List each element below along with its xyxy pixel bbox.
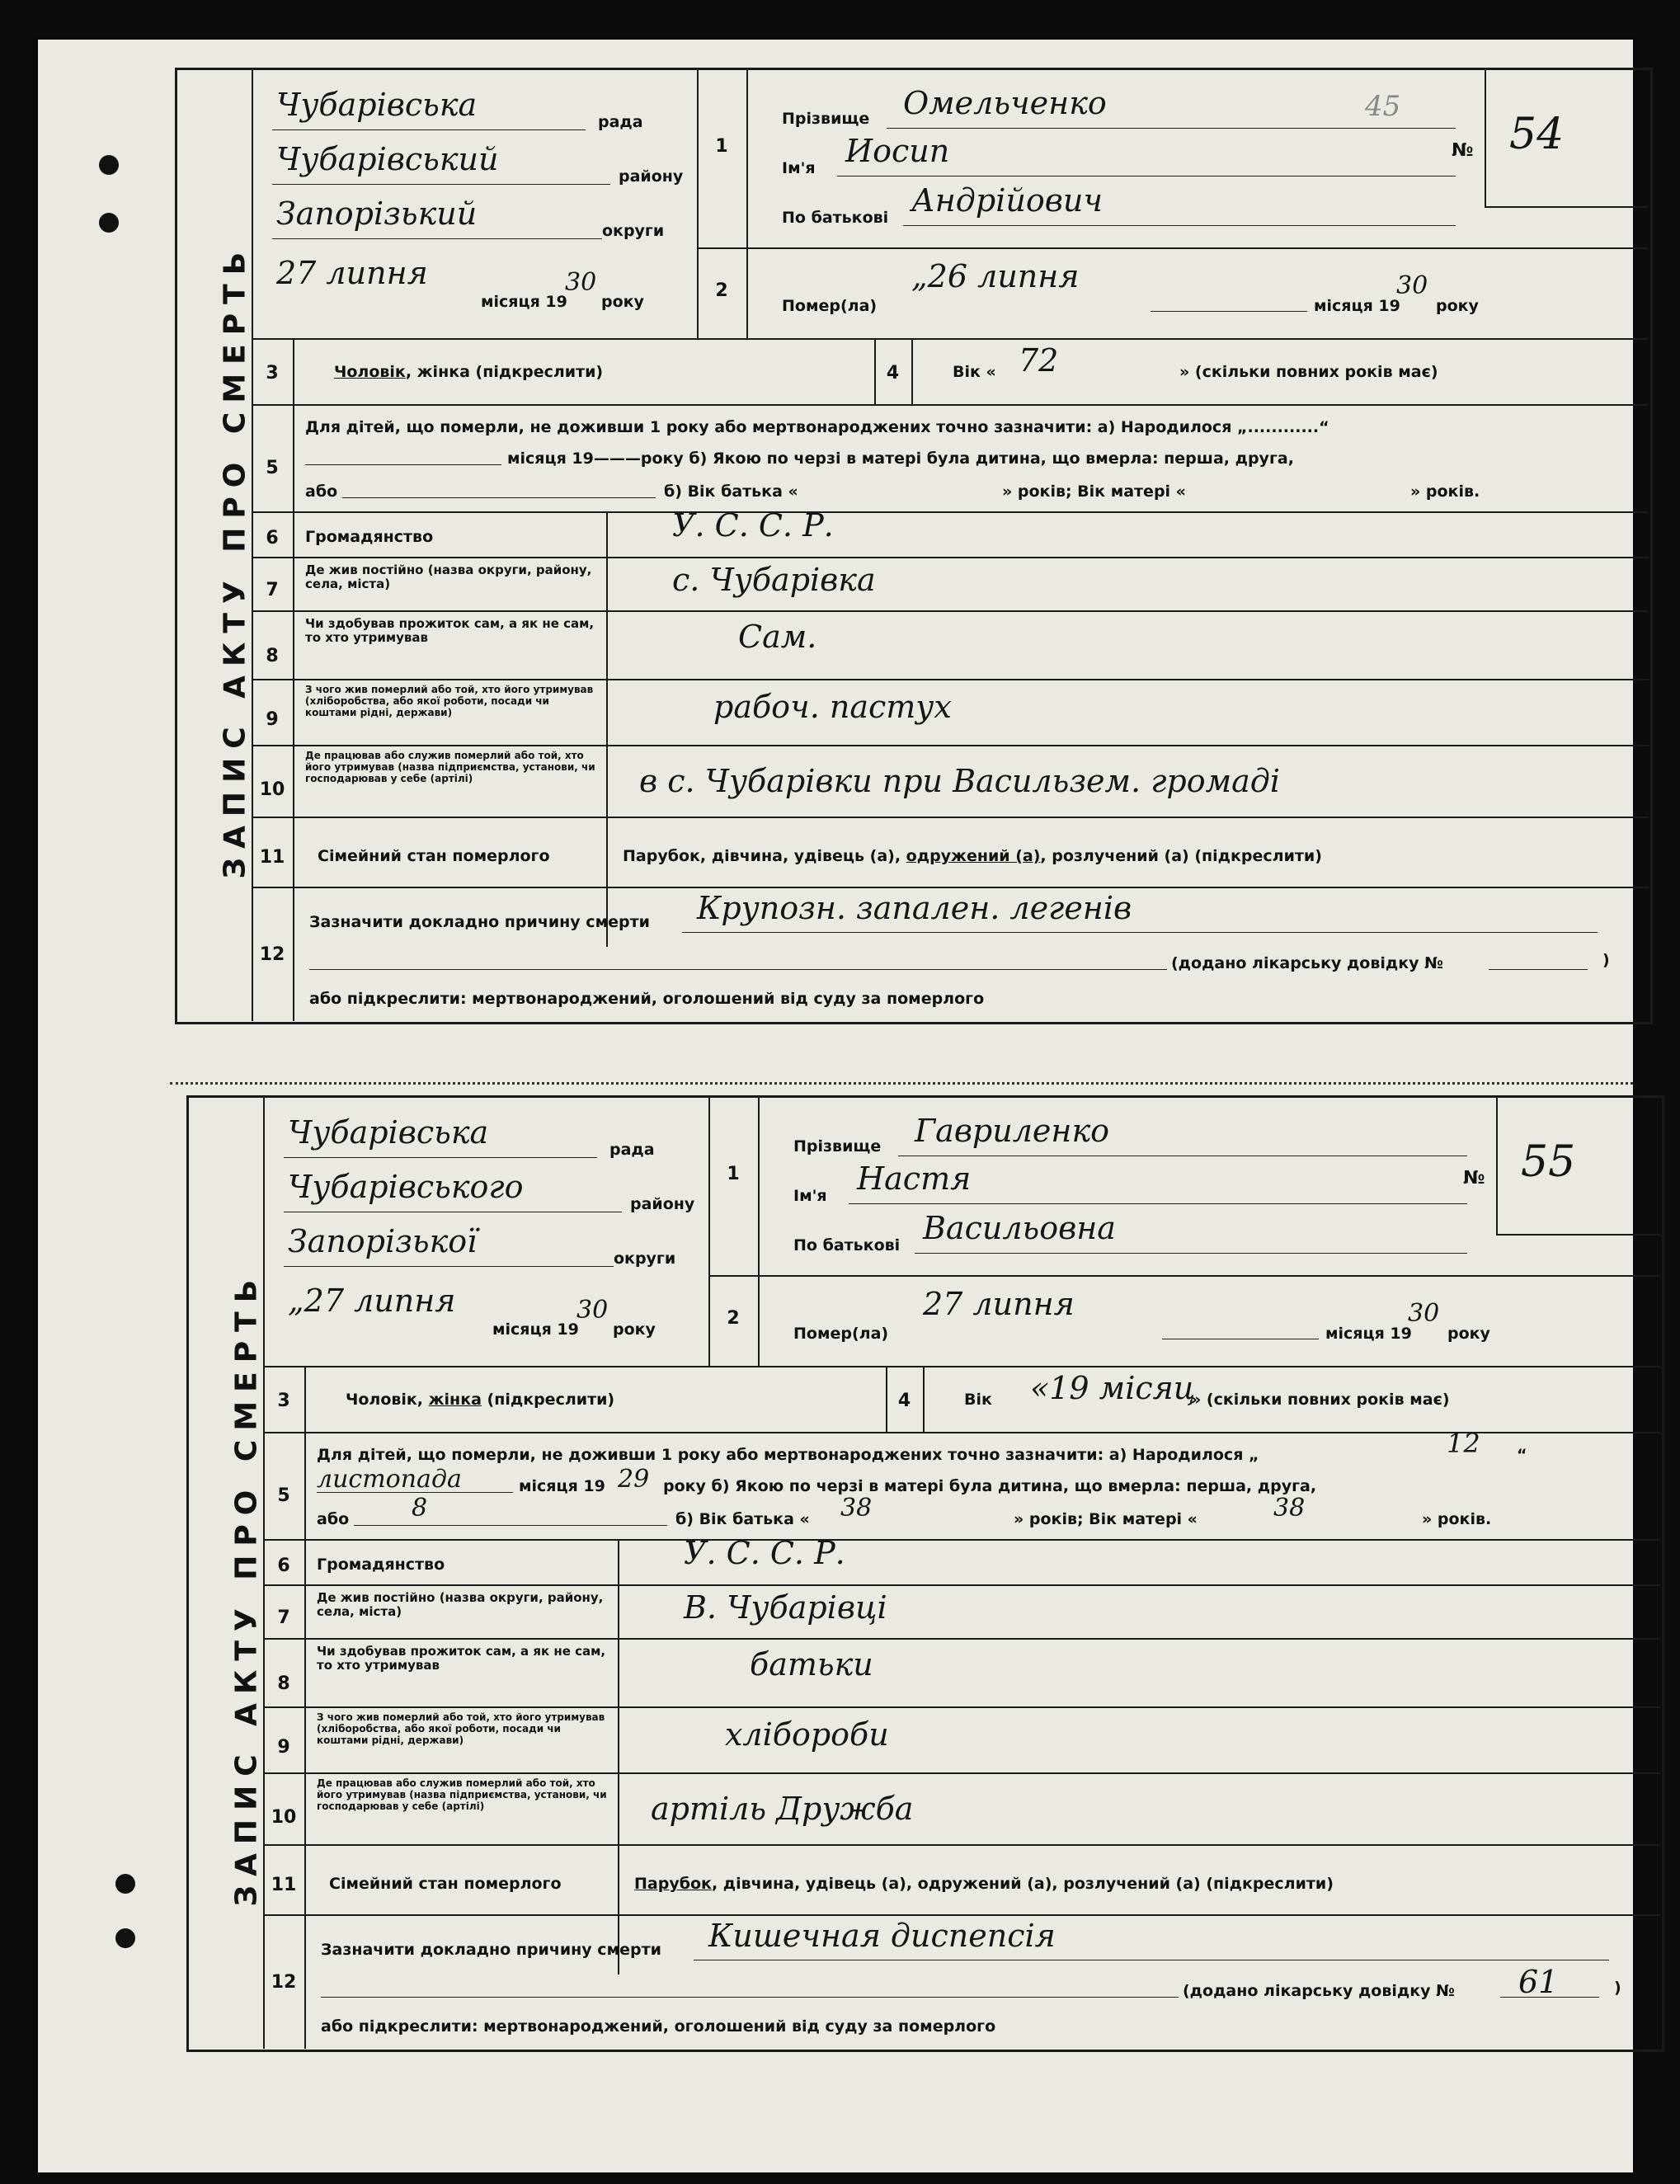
workplace-value: артіль Дружба — [651, 1791, 914, 1827]
registration-year: 30 — [576, 1296, 609, 1325]
died-label: Помер(ла) — [782, 297, 878, 315]
child-line-3b: б) Вік батька « — [664, 482, 798, 501]
died-month-label: місяця 19 — [1325, 1325, 1412, 1343]
child-line-3b: б) Вік батька « — [675, 1510, 810, 1528]
family-status-options: Парубок, дівчина, удівець (а), одружений (а), розлучений (а) (підкреслити) — [623, 847, 1322, 865]
death-record-card: ЗАПИС АКТУ ПРО СМЕРТЬ Чубарівська рада Чубарівський району Запорізький округи 27 липня місяця 19 30 року 1 Прізвище Омельченко Ім'я Иосип По батькові Андрійович № 54 45 2 Помер(ла) „26 липня місяця 19 30 року 3 Чоловік, жінка (підкреслити) 4 Вік « 72 » (скільки повних років має) 5 Для дітей, що померли, не доживши 1 року або мертвонароджених точно зазначити: а) Народилося „............“ місяця 19———року б) Якою по черзі в матері була дитина, що вмерла: перша, друга, або б) Вік батька « » років; Вік матері « » років. 6 Громадянство У. С. С. Р. 7 Де жив постійно (назва округи, району, села, міста) с. Чубарівка 8 Чи здобував прожиток сам, а як не сам, то хто утримував Сам. 9 З чого жив померлий або той, хто його утримував (хліборобства, або якої роботи, посади чи коштами рідні, держави) рабоч. пастух 10 Де працював або служив померлий або той, хто його утримував (назва підприємства, установи, чи господарював у себе (артілі) в с. Чубарівки при Васильзем. громаді 11 Сімейний стан померлого Парубок, дівчина, удівець (а), одружений (а), розлучений (а) (підкреслити) 12 Зазначити докладно причину смерти Крупозн. запален. легенів (додано лікарську довідку № ) або підкреслити: мертвонароджений, оголошений від суду за померлого — [175, 68, 1653, 1024]
family-status-label: Сімейний стан померлого — [318, 847, 550, 865]
age-label: Вік — [964, 1391, 992, 1409]
residence-value: с. Чубарівка — [672, 562, 876, 598]
cause-value: Крупозн. запален. легенів — [697, 890, 1132, 926]
cause-value: Кишечная диспепсія — [708, 1918, 1056, 1954]
record-number-value: 54 — [1509, 110, 1565, 159]
workplace-label: Де працював або служив померлий або той, хто його утримував (назва підприємства, установи, чи господарював у себе (артілі) — [317, 1777, 607, 1812]
died-label: Помер(ла) — [793, 1325, 889, 1343]
child-line-3c: » років; Вік матері « — [1014, 1510, 1198, 1528]
district-label: району — [619, 167, 684, 186]
perforation-line — [170, 1082, 1633, 1085]
child-line-1: Для дітей, що померли, не доживши 1 року або мертвонароджених точно зазначити: а) Народилося „ — [317, 1446, 1259, 1464]
sex-field: Чоловік, жінка (підкреслити) — [334, 363, 604, 381]
age-suffix: » (скільки повних років має) — [1179, 363, 1438, 381]
livelihood-label: Чи здобував прожиток сам, а як не сам, то хто утримував — [305, 616, 595, 645]
binder-hole — [115, 1874, 135, 1894]
patronymic-value: Андрійович — [911, 182, 1103, 219]
child-order: 8 — [412, 1494, 428, 1523]
citizenship-label: Громадянство — [305, 528, 434, 546]
record-number-value: 55 — [1521, 1137, 1576, 1187]
surname-value: Омельченко — [903, 85, 1107, 121]
patronymic-label: По батькові — [782, 209, 889, 227]
council-label: рада — [609, 1141, 655, 1159]
residence-label: Де жив постійно (назва округи, району, села, міста) — [317, 1590, 604, 1619]
income-value: хлібороби — [725, 1716, 889, 1753]
district-label: району — [630, 1195, 695, 1213]
binder-hole — [115, 1928, 135, 1948]
death-record-card: ЗАПИС АКТУ ПРО СМЕРТЬ Чубарівська рада Чубарівського району Запорізької округи „27 липня місяця 19 30 року 1 Прізвище Гавриленко Ім'я Настя По батькові Васильовна № 55 2 Помер(ла) 27 липня місяця 19 30 року 3 Чоловік, жінка (підкреслити) 4 Вік «19 місяц » (скільки повних років має) 5 Для дітей, що померли, не доживши 1 року або мертвонароджених точно зазначити: а) Народилося „ “ 12 листопада місяця 19 29 року б) Якою по черзі в матері була дитина, що вмерла: перша, друга, або 8 б) Вік батька « 38 » років; Вік матері « 38 » років. 6 Громадянство У. С. С. Р. 7 Де жив постійно (назва округи, району, села, міста) В. Чубарівці 8 Чи здобував прожиток сам, а як не сам, то хто утримував батьки 9 З чого жив померлий або той, хто його утримував (хліборобства, або якої роботи, посади чи коштами рідні, держави) хлібороби 10 Де працював або служив померлий або той, хто його утримував (назва підприємства, установи, чи господарював у себе (артілі) артіль Дружба 11 Сімейний стан померлого Парубок, дівчина, удівець (а), одружений (а), розлучений (а) (підкреслити) 12 Зазначити докладно причину смерти Кишечная диспепсія (додано лікарську довідку № 61 ) або підкреслити: мертвонароджений, оголошений від суду за померлого — [186, 1095, 1664, 2052]
child-mother-age: 38 — [1273, 1494, 1306, 1523]
age-suffix: » (скільки повних років має) — [1191, 1391, 1450, 1409]
sex-field: Чоловік, жінка (підкреслити) — [346, 1391, 615, 1409]
registration-date: 27 липня — [276, 255, 428, 291]
income-label: З чого жив померлий або той, хто його утримував (хліборобства, або якої роботи, посади чи коштами рідні, держави) — [317, 1711, 605, 1746]
council-label: рада — [598, 113, 643, 131]
livelihood-value: батьки — [750, 1646, 873, 1683]
citizenship-value: У. С. С. Р. — [672, 507, 834, 544]
child-line-1: Для дітей, що померли, не доживши 1 року або мертвонароджених точно зазначити: а) Народилося „............“ — [305, 418, 1329, 436]
pencil-mark: 45 — [1365, 90, 1401, 123]
record-number-label: № — [1463, 1168, 1485, 1188]
residence-label: Де жив постійно (назва округи, району, села, міста) — [305, 562, 592, 591]
age-value: 72 — [1019, 342, 1059, 379]
age-value: «19 місяц — [1030, 1370, 1196, 1406]
child-line-2: місяця 19———року б) Якою по черзі в матері була дитина, що вмерла: перша, друга, — [507, 450, 1294, 468]
district-value: Чубарівський — [276, 141, 499, 177]
binder-hole — [99, 213, 119, 233]
child-line-3c: » років; Вік матері « — [1002, 482, 1186, 501]
child-born-year: 29 — [618, 1465, 650, 1494]
stillborn-note: або підкреслити: мертвонароджений, оголошений від суду за померлого — [321, 2017, 996, 2036]
child-line-3a: або — [305, 482, 338, 501]
patronymic-value: Васильовна — [923, 1210, 1116, 1246]
registration-year-label: року — [601, 293, 644, 311]
cause-label: Зазначити докладно причину смерти — [309, 913, 650, 931]
child-line-2: місяця 19 — [519, 1477, 605, 1495]
registration-month-label: місяця 19 — [492, 1320, 579, 1339]
registration-month-label: місяця 19 — [481, 293, 567, 311]
child-line-2b: року б) Якою по черзі в матері була дитина, що вмерла: перша, друга, — [663, 1477, 1317, 1495]
died-date: 27 липня — [923, 1286, 1075, 1322]
died-year: 30 — [1396, 271, 1428, 300]
first-name-value: Настя — [857, 1160, 972, 1197]
surname-value: Гавриленко — [915, 1113, 1110, 1149]
family-status-options: Парубок, дівчина, удівець (а), одружений (а), розлучений (а) (підкреслити) — [634, 1875, 1334, 1893]
residence-value: В. Чубарівці — [684, 1589, 887, 1626]
council-value: Чубарівська — [276, 87, 478, 123]
livelihood-value: Сам. — [738, 619, 817, 655]
child-father-age: 38 — [840, 1494, 873, 1523]
okruh-label: округи — [602, 222, 665, 240]
stillborn-note: або підкреслити: мертвонароджений, оголошений від суду за померлого — [309, 990, 985, 1008]
side-title: ЗАПИС АКТУ ПРО СМЕРТЬ — [218, 242, 252, 879]
medical-certificate-number: 61 — [1518, 1964, 1559, 2000]
child-line-3a: або — [317, 1510, 350, 1528]
first-name-value: Иосип — [845, 133, 950, 169]
citizenship-value: У. С. С. Р. — [684, 1535, 845, 1571]
citizenship-label: Громадянство — [317, 1556, 445, 1574]
okruh-label: округи — [614, 1250, 676, 1268]
okruh-value: Запорізький — [276, 195, 478, 232]
child-line-3d: » років. — [1410, 482, 1480, 501]
workplace-value: в с. Чубарівки при Васильзем. громаді — [639, 763, 1280, 799]
surname-label: Прізвище — [782, 110, 870, 128]
medical-certificate-label: (додано лікарську довідку № — [1183, 1982, 1455, 2000]
surname-label: Прізвище — [793, 1137, 882, 1156]
workplace-label: Де працював або служив померлий або той, хто його утримував (назва підприємства, установи, чи господарював у себе (артілі) — [305, 750, 595, 784]
child-born-month: листопада — [317, 1465, 462, 1494]
registration-date: „27 липня — [288, 1283, 456, 1319]
livelihood-label: Чи здобував прожиток сам, а як не сам, то хто утримував — [317, 1644, 606, 1673]
died-date: „26 липня — [911, 258, 1080, 294]
okruh-value: Запорізької — [288, 1223, 478, 1259]
patronymic-label: По батькові — [793, 1236, 901, 1254]
died-year-label: року — [1436, 297, 1479, 315]
first-name-label: Ім'я — [793, 1187, 827, 1205]
council-value: Чубарівська — [288, 1114, 489, 1151]
family-status-label: Сімейний стан померлого — [329, 1875, 562, 1893]
cause-label: Зазначити докладно причину смерти — [321, 1941, 661, 1959]
died-year: 30 — [1408, 1299, 1440, 1328]
child-born-day: 12 — [1447, 1428, 1480, 1459]
income-label: З чого жив померлий або той, хто його утримував (хліборобства, або якої роботи, посади чи коштами рідні, держави) — [305, 684, 594, 718]
medical-certificate-label: (додано лікарську довідку № — [1171, 954, 1443, 972]
age-label: Вік « — [953, 363, 996, 381]
record-number-label: № — [1452, 140, 1474, 161]
died-year-label: року — [1447, 1325, 1490, 1343]
side-title: ЗАПИС АКТУ ПРО СМЕРТЬ — [229, 1270, 264, 1907]
registration-year-label: року — [613, 1320, 656, 1339]
first-name-label: Ім'я — [782, 159, 816, 177]
child-line-3d: » років. — [1422, 1510, 1492, 1528]
district-value: Чубарівського — [288, 1169, 524, 1205]
income-value: рабоч. пастух — [713, 689, 952, 725]
died-month-label: місяця 19 — [1314, 297, 1400, 315]
binder-hole — [99, 155, 119, 175]
registration-year: 30 — [565, 268, 597, 297]
